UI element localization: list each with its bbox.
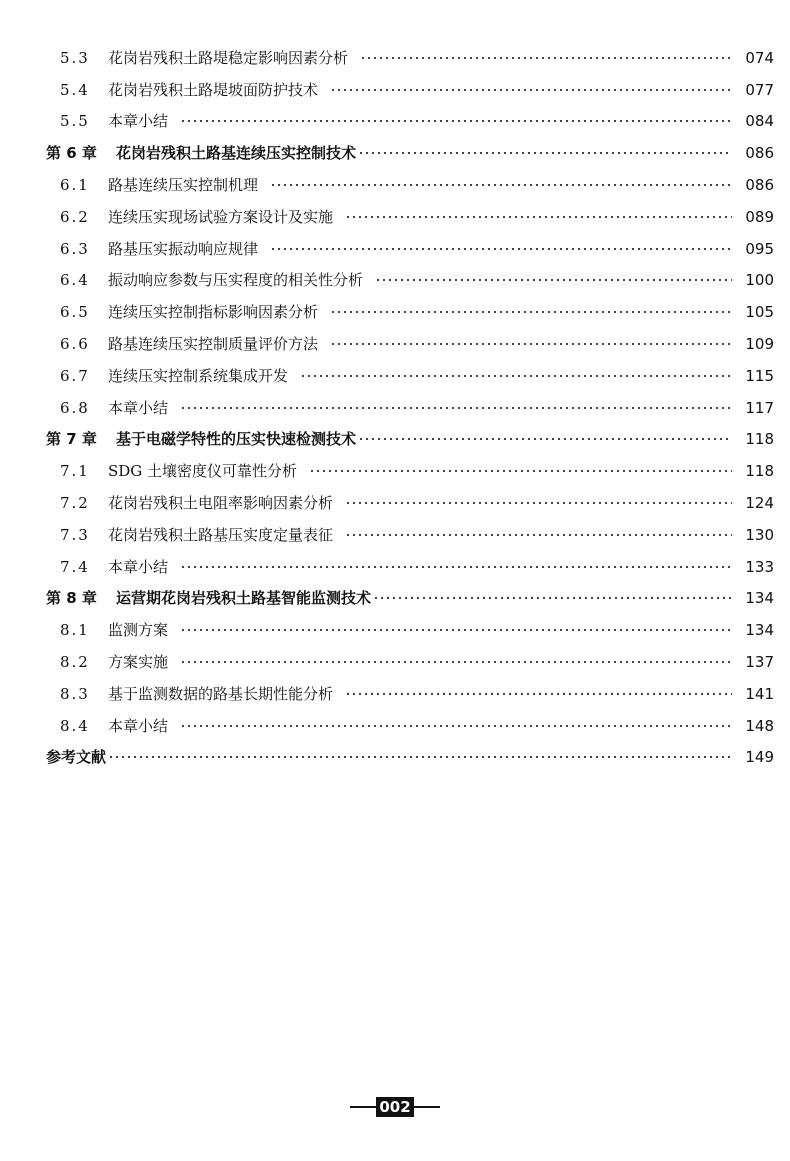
dot-leader (309, 470, 732, 472)
section-title: 方案实施 (108, 653, 169, 672)
toc-entry[interactable] (0, 201, 790, 233)
section-number: 6.7 (60, 366, 90, 385)
dot-leader (180, 661, 732, 663)
section-number: 8.1 (60, 621, 90, 640)
page-number: 130 (745, 525, 774, 544)
section-number: 6.1 (60, 176, 90, 195)
section-title: 路基连续压实控制机理 (108, 176, 259, 195)
toc-entry[interactable] (0, 487, 790, 519)
dot-leader (358, 438, 732, 440)
toc-entry[interactable] (0, 678, 790, 710)
section-title: 本章小结 (108, 112, 169, 131)
page-number: 134 (745, 621, 774, 640)
chapter-title: 运营期花岗岩残积土路基智能监测技术 (116, 589, 372, 608)
dot-leader (330, 343, 732, 345)
chapter-number: 第 6 章 (46, 144, 97, 163)
section-title: 连续压实控制系统集成开发 (108, 366, 289, 385)
page-number: 137 (745, 653, 774, 672)
section-title: 花岗岩残积土路堤稳定影响因素分析 (108, 48, 349, 67)
toc-entry[interactable] (0, 169, 790, 201)
section-number: 6.6 (60, 335, 90, 354)
section-number: 6.4 (60, 271, 90, 290)
dot-leader (360, 57, 732, 59)
footer-rule-left (350, 1106, 376, 1108)
dot-leader (180, 725, 732, 727)
page-number: 149 (745, 748, 774, 767)
toc-entry[interactable] (0, 106, 790, 138)
dot-leader (270, 248, 732, 250)
toc-chapter-entry[interactable] (0, 583, 790, 615)
page-number: 148 (745, 716, 774, 735)
dot-leader (300, 375, 732, 377)
page-number: 133 (745, 557, 774, 576)
section-title: 花岗岩残积土路堤坡面防护技术 (108, 80, 319, 99)
toc-entry[interactable] (0, 328, 790, 360)
page-footer (0, 1097, 790, 1117)
section-number: 7.2 (60, 494, 90, 513)
footer-rule-right (414, 1106, 440, 1108)
dot-leader (345, 693, 732, 695)
section-number: 7.4 (60, 557, 90, 576)
dot-leader (180, 407, 732, 409)
chapter-title: 花岗岩残积土路基连续压实控制技术 (116, 144, 357, 163)
dot-leader (358, 152, 732, 154)
page-number: 109 (745, 335, 774, 354)
dot-leader (330, 89, 732, 91)
dot-leader (108, 756, 732, 758)
dot-leader (373, 597, 732, 599)
page-number: 095 (745, 239, 774, 258)
page-number: 115 (745, 366, 774, 385)
section-title: 路基连续压实控制质量评价方法 (108, 335, 319, 354)
chapter-number: 第 7 章 (46, 430, 97, 449)
toc-entry[interactable] (0, 360, 790, 392)
dot-leader (345, 216, 732, 218)
toc-references-entry[interactable] (0, 742, 790, 774)
section-title: 基于监测数据的路基长期性能分析 (108, 684, 334, 703)
page-number: 074 (745, 48, 774, 67)
footer-page-number: 002 (376, 1097, 413, 1117)
section-number: 6.5 (60, 303, 90, 322)
section-title: 本章小结 (108, 398, 169, 417)
page-number: 105 (745, 303, 774, 322)
dot-leader (345, 502, 732, 504)
dot-leader (180, 629, 732, 631)
section-number: 8.2 (60, 653, 90, 672)
chapter-number: 第 8 章 (46, 589, 97, 608)
page-number: 086 (745, 176, 774, 195)
page-number: 084 (745, 112, 774, 131)
section-number: 7.1 (60, 462, 90, 481)
toc-entry[interactable] (0, 710, 790, 742)
dot-leader (345, 534, 732, 536)
dot-leader (180, 120, 732, 122)
toc-entry[interactable] (0, 519, 790, 551)
toc-entry[interactable] (0, 646, 790, 678)
page-number: 077 (745, 80, 774, 99)
dot-leader (375, 279, 732, 281)
chapter-title: 基于电磁学特性的压实快速检测技术 (116, 430, 357, 449)
toc-entry[interactable] (0, 74, 790, 106)
page-number: 118 (745, 462, 774, 481)
toc-entry[interactable] (0, 614, 790, 646)
section-title: 花岗岩残积土路基压实度定量表征 (108, 525, 334, 544)
section-title: 监测方案 (108, 621, 169, 640)
toc-entry[interactable] (0, 455, 790, 487)
dot-leader (270, 184, 732, 186)
section-title: 路基压实振动响应规律 (108, 239, 259, 258)
page-number: 141 (745, 684, 774, 703)
section-title: 本章小结 (108, 557, 169, 576)
section-title: 本章小结 (108, 716, 169, 735)
section-number: 7.3 (60, 525, 90, 544)
section-number: 6.2 (60, 207, 90, 226)
section-number: 6.8 (60, 398, 90, 417)
toc-entry[interactable] (0, 233, 790, 265)
section-title: 振动响应参数与压实程度的相关性分析 (108, 271, 364, 290)
section-title: SDG 土壤密度仪可靠性分析 (108, 462, 298, 481)
page-number: 118 (745, 430, 774, 449)
page-number: 134 (745, 589, 774, 608)
page-number: 089 (745, 207, 774, 226)
toc-entry[interactable] (0, 265, 790, 297)
dot-leader (180, 566, 732, 568)
page-number: 117 (745, 398, 774, 417)
references-title: 参考文献 (46, 748, 107, 767)
toc-entry[interactable] (0, 296, 790, 328)
section-number: 8.3 (60, 684, 90, 703)
page-number: 100 (745, 271, 774, 290)
section-number: 6.3 (60, 239, 90, 258)
table-of-contents (0, 42, 790, 773)
section-number: 8.4 (60, 716, 90, 735)
dot-leader (330, 311, 732, 313)
page-number: 124 (745, 494, 774, 513)
toc-entry[interactable] (0, 42, 790, 74)
section-title: 连续压实控制指标影响因素分析 (108, 303, 319, 322)
toc-entry[interactable] (0, 392, 790, 424)
toc-chapter-entry[interactable] (0, 424, 790, 456)
toc-entry[interactable] (0, 551, 790, 583)
section-title: 花岗岩残积土电阻率影响因素分析 (108, 494, 334, 513)
section-number: 5.4 (60, 80, 90, 99)
page-number: 086 (745, 144, 774, 163)
section-number: 5.5 (60, 112, 90, 131)
toc-chapter-entry[interactable] (0, 137, 790, 169)
section-number: 5.3 (60, 48, 90, 67)
section-title: 连续压实现场试验方案设计及实施 (108, 207, 334, 226)
